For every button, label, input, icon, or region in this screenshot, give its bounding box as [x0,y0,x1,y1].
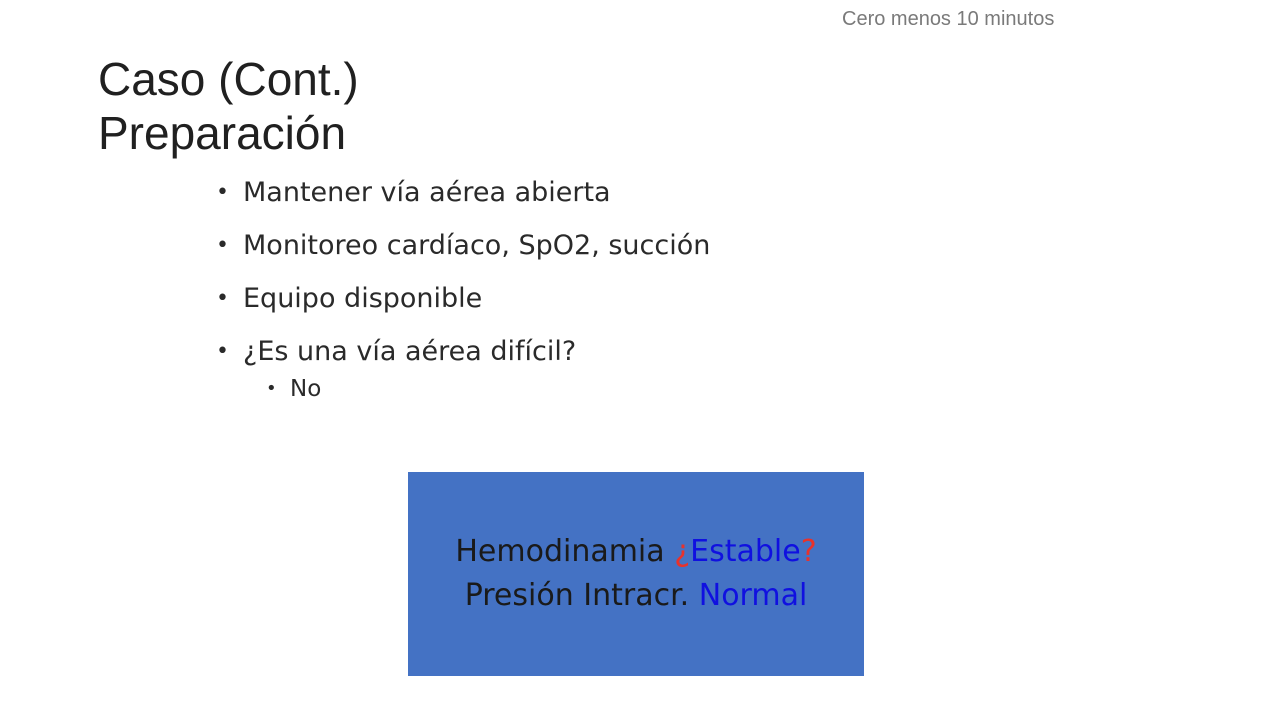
slide-title [98,52,359,160]
question-open-mark: ¿ [674,534,691,569]
hemodynamics-line [455,530,816,574]
title-line-2: Preparación [98,107,347,159]
title-line-1: Caso (Cont.) [98,53,359,105]
bullet-item: • Mantener vía aérea abierta [216,170,710,215]
bullet-list [216,170,710,406]
hemodynamics-value: Estable [690,534,801,569]
info-box [408,472,864,676]
bullet-item: • Equipo disponible [216,276,710,321]
sub-bullet-item: • No [216,372,710,406]
bullet-item: • ¿Es una vía aérea difícil? [216,329,710,374]
icp-value: Normal [698,578,808,613]
hemodynamics-label: Hemodinamia [455,534,675,569]
icp-line [465,574,808,618]
question-close-mark: ? [800,534,817,569]
header-note: Cero menos 10 minutos [842,8,1055,30]
bullet-item: • Monitoreo cardíaco, SpO2, succión [216,223,710,268]
icp-label: Presión Intracr. [464,578,699,613]
